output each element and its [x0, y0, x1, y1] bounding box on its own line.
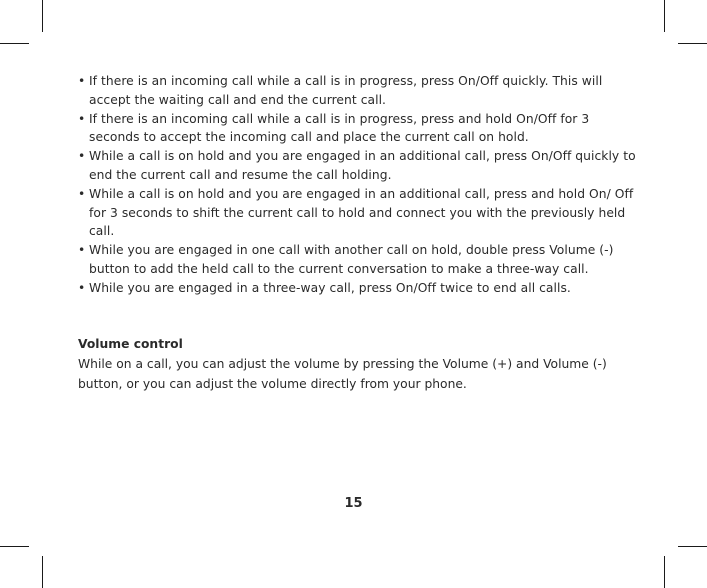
page-number: 15	[344, 496, 363, 511]
bullet-item	[78, 279, 638, 298]
crop-mark-top-left-horizontal	[0, 43, 29, 44]
bullet-text: If there is an incoming call while a call is in progress, press On/Off quickly. This will accept the waiting call and end the current call.	[89, 74, 603, 107]
crop-mark-bottom-left-horizontal	[0, 546, 29, 547]
crop-mark-bottom-right-horizontal	[678, 546, 707, 547]
bullet-dot: •	[78, 186, 86, 201]
bullet-item	[78, 72, 638, 110]
bullet-dot: •	[78, 280, 86, 295]
bullet-dot: •	[78, 149, 86, 164]
bullet-item	[78, 241, 638, 279]
bullet-text: While you are engaged in one call with another call on hold, double press Volume (-) button to add the held call to the current conversation to make a three-way call.	[89, 243, 614, 276]
crop-mark-top-right-vertical	[664, 0, 665, 32]
bullet-dot: •	[78, 243, 86, 258]
bullet-text: While a call is on hold and you are engaged in an additional call, press On/Off quickly to end the current call and resume the call holding.	[89, 149, 636, 182]
crop-mark-bottom-left-vertical	[42, 556, 43, 588]
volume-control-paragraph: While on a call, you can adjust the volume by pressing the Volume (+) and Volume (-) button, or you can adjust the volume directly from your phone.	[78, 357, 607, 391]
bullet-item	[78, 147, 638, 185]
crop-mark-top-left-vertical	[42, 0, 43, 32]
crop-mark-bottom-right-vertical	[664, 556, 665, 588]
call-handling-instructions	[78, 72, 638, 298]
crop-mark-top-right-horizontal	[678, 43, 707, 44]
bullet-list	[78, 72, 638, 298]
bullet-dot: •	[78, 74, 86, 88]
bullet-item	[78, 185, 638, 241]
bullet-text: While a call is on hold and you are engaged in an additional call, press and hold On/ Off for 3 seconds to shift the current call to hold and connect you with the previously held call.	[89, 186, 634, 239]
bullet-text: While you are engaged in a three-way call, press On/Off twice to end all calls.	[89, 280, 571, 295]
bullet-item	[78, 110, 638, 148]
bullet-dot: •	[78, 111, 86, 126]
bullet-text: If there is an incoming call while a call is in progress, press and hold On/Off for 3 seconds to accept the incoming call and place the current call on hold.	[89, 111, 590, 145]
volume-control-heading: Volume control	[78, 337, 183, 351]
